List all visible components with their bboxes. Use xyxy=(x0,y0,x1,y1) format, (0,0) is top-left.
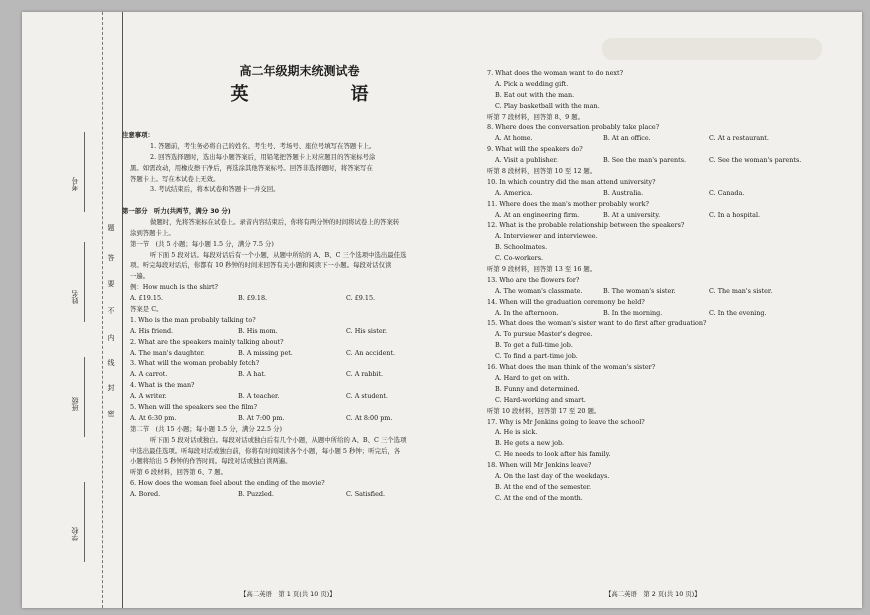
section2-intro: 小题将给出 5 秒钟的作答时间。每段对话或独白读两遍。 xyxy=(130,457,292,466)
notice-line: 黑。如需改动，用橡皮擦干净后，再选涂其他答案标号。回答非选择题时，将答案写在 xyxy=(130,163,373,172)
option: C. His sister. xyxy=(346,326,387,335)
exam-number-label: 考号 xyxy=(71,177,79,191)
option: A. Interviewer and interviewee. xyxy=(495,232,598,241)
option: C. To find a part-time job. xyxy=(495,352,578,361)
option: C. Hard-working and smart. xyxy=(495,395,586,404)
question: 17. Why is Mr Jenkins going to leave the school? xyxy=(487,417,645,426)
option: C. In a hospital. xyxy=(709,210,761,219)
notice-line: 3. 考试结束后，将本试卷和答题卡一并交回。 xyxy=(150,185,280,194)
scan-smudge xyxy=(602,38,822,60)
option: B. The woman's sister. xyxy=(603,286,676,295)
section1-intro: 听下面 5 段对话。每段对话后有一个小题，从题中所给的 A、B、C 三个选项中选出最佳选 xyxy=(150,250,407,259)
options-row xyxy=(487,188,857,199)
subject-title: 英 语 xyxy=(230,84,391,105)
option: B. At a university. xyxy=(603,210,661,219)
class-label: 班级 xyxy=(71,397,79,411)
option: C. The man's sister. xyxy=(709,286,773,295)
option: A. His friend. xyxy=(130,326,174,335)
option: B. Puzzled. xyxy=(238,490,274,499)
section1-intro: 一遍。 xyxy=(130,272,150,281)
seal-char: 题 xyxy=(107,224,115,231)
options-row xyxy=(122,391,477,402)
seal-char: 不 xyxy=(107,307,115,314)
option: C. A rabbit. xyxy=(346,370,384,379)
question: 18. When will Mr Jenkins leave? xyxy=(487,461,592,470)
seal-char: 要 xyxy=(107,280,115,287)
option: A. A writer. xyxy=(130,392,167,401)
question: 10. In which country did the man attend university? xyxy=(487,177,656,186)
notice-line: 2. 回答选择题时，选出每小题答案后，用铅笔把答题卡上对应题目的答案标号涂 xyxy=(150,152,376,161)
notice-line: 1. 答题前，考生务必将自己的姓名、考生号、考场号、座位号填写在答题卡上。 xyxy=(150,141,376,150)
audio-instruction: 听第 6 段材料，回答第 6、7 题。 xyxy=(130,468,228,477)
options-row xyxy=(487,210,857,221)
option: A. America. xyxy=(495,188,533,197)
audio-instruction: 听第 8 段材料，回答第 10 至 12 题。 xyxy=(487,167,597,176)
option: A. At an engineering firm. xyxy=(495,210,580,219)
question: 3. What will the woman probably fetch? xyxy=(130,359,260,368)
part1-block xyxy=(122,206,477,500)
question: 9. What will the speakers do? xyxy=(487,145,583,154)
option: A. Visit a publisher. xyxy=(495,156,558,165)
name-label: 姓名 xyxy=(71,290,79,304)
option: A. In the afternoon. xyxy=(495,308,559,317)
school-line xyxy=(84,482,85,562)
option: B. He gets a new job. xyxy=(495,439,565,448)
option: C. Canada. xyxy=(709,188,745,197)
option: B. At 7:00 pm. xyxy=(238,413,285,422)
option: B. See the man's parents. xyxy=(603,156,687,165)
option: B. Eat out with the man. xyxy=(495,90,575,99)
options-row xyxy=(487,308,857,319)
right-questions xyxy=(487,68,857,504)
name-line xyxy=(84,242,85,322)
option: C. At a restaurant. xyxy=(709,134,769,143)
binding-gutter xyxy=(22,12,123,608)
page-footer-right: 【高二英语 第 2 页(共 10 页)】 xyxy=(605,590,701,598)
exam-sheet xyxy=(22,12,862,608)
option: B. Funny and determined. xyxy=(495,384,580,393)
question: 5. When will the speakers see the film? xyxy=(130,403,258,412)
example-question: 例：How much is the shirt? xyxy=(130,283,218,292)
option: B. To get a full-time job. xyxy=(495,341,573,350)
section1-intro: 项。听完每段对话后，你都有 10 秒钟的时间来回答有关小题和阅读下一小题。每段对话仅读 xyxy=(130,261,392,270)
section1-heading: 第一节 (共 5 小题；每小题 1.5 分，满分 7.5 分) xyxy=(130,239,274,248)
option: A. At 6:30 pm. xyxy=(130,413,177,422)
seal-line xyxy=(102,12,103,608)
part1-heading: 第一部分 听力(共两节，满分 30 分) xyxy=(122,207,231,215)
option: A. Hard to get on with. xyxy=(495,373,570,382)
options-row xyxy=(122,348,477,359)
option: A. He is sick. xyxy=(495,428,538,437)
option: B. In the morning. xyxy=(603,308,663,317)
audio-instruction: 听第 7 段材料，回答第 8、9 题。 xyxy=(487,112,585,121)
option: C. Play basketball with the man. xyxy=(495,101,600,110)
seal-char: 密 xyxy=(107,410,115,417)
question: 13. Who are the flowers for? xyxy=(487,275,580,284)
notice-block xyxy=(122,130,477,195)
option: B. At the end of the semester. xyxy=(495,482,592,491)
notice-line: 答题卡上。写在本试卷上无效。 xyxy=(130,174,220,183)
option: B. A missing pet. xyxy=(238,348,293,357)
option: B. A teacher. xyxy=(238,392,280,401)
option: B. At an office. xyxy=(603,134,651,143)
options-row xyxy=(122,489,477,500)
options-row xyxy=(122,369,477,380)
option: C. At 8:00 pm. xyxy=(346,413,393,422)
question: 1. Who is the man probably talking to? xyxy=(130,315,256,324)
option: C. Satisfied. xyxy=(346,490,385,499)
question: 8. Where does the conversation probably take place? xyxy=(487,123,660,132)
section2-intro: 听下面 5 段对话或独白。每段对话或独白后有几个小题，从题中所给的 A、B、C 三个选项 xyxy=(150,435,407,444)
option: B. Schoolmates. xyxy=(495,243,548,252)
class-line xyxy=(84,357,85,437)
option: C. See the woman's parents. xyxy=(709,156,802,165)
question: 7. What does the woman want to do next? xyxy=(487,69,623,77)
exam-title: 高二年级期末统测试卷 xyxy=(239,64,360,78)
question: 6. How does the woman feel about the ending of the movie? xyxy=(130,479,325,488)
question: 11. Where does the man's mother probably work? xyxy=(487,199,649,208)
option: B. His mom. xyxy=(238,326,278,335)
option: A. The woman's classmate. xyxy=(495,286,583,295)
question: 16. What does the man think of the woman's sister? xyxy=(487,363,656,372)
page-footer-left: 【高二英语 第 1 页(共 10 页)】 xyxy=(240,590,336,598)
audio-instruction: 听第 10 段材料，回答第 17 至 20 题。 xyxy=(487,406,601,415)
seal-char: 内 xyxy=(107,334,115,341)
option: B. Australia. xyxy=(603,188,644,197)
question: 15. What does the woman's sister want to do first after graduation? xyxy=(487,319,707,328)
question: 14. When will the graduation ceremony be held? xyxy=(487,297,645,306)
section2-heading: 第二节 (共 15 小题；每小题 1.5 分，满分 22.5 分) xyxy=(130,424,282,433)
option: C. Co-workers. xyxy=(495,254,544,263)
option: A. A carrot. xyxy=(130,370,168,379)
example-options xyxy=(122,293,477,304)
school-label: 学校 xyxy=(71,527,79,541)
question: 2. What are the speakers mainly talking about? xyxy=(130,337,284,346)
options-row xyxy=(122,326,477,337)
option: C. In the evening. xyxy=(709,308,767,317)
option: A. At home. xyxy=(495,134,533,143)
option: A. £19.15. xyxy=(130,294,164,303)
example-answer: 答案是 C。 xyxy=(130,305,163,314)
option: C. At the end of the month. xyxy=(495,493,583,502)
option: C. £9.15. xyxy=(346,294,376,303)
option: A. Pick a wedding gift. xyxy=(495,79,569,88)
seal-char: 封 xyxy=(107,384,115,391)
option: A. The man's daughter. xyxy=(130,348,205,357)
seal-char: 答 xyxy=(107,254,115,261)
question: 4. What is the man? xyxy=(130,381,195,390)
option: A. Bored. xyxy=(130,490,161,499)
options-row xyxy=(487,155,857,166)
option: A. On the last day of the weekdays. xyxy=(495,471,610,480)
exam-number-line xyxy=(84,132,85,212)
option: C. An accident. xyxy=(346,348,396,357)
options-row xyxy=(487,286,857,297)
part1-intro: 涂到答题卡上。 xyxy=(130,228,175,237)
audio-instruction: 听第 9 段材料，回答第 13 至 16 题。 xyxy=(487,265,597,274)
option: B. £9.18. xyxy=(238,294,268,303)
section2-intro: 中选出最佳选项。听每段对话或独白前，你将有时间阅读各个小题，每小题 5 秒钟；听完后，各 xyxy=(130,446,401,455)
option: B. A hat. xyxy=(238,370,266,379)
options-row xyxy=(122,413,477,424)
option: C. He needs to look after his family. xyxy=(495,450,611,459)
seal-char: 线 xyxy=(107,359,115,366)
options-row xyxy=(487,133,857,144)
option: A. To pursue Master's degree. xyxy=(495,330,593,339)
part1-intro: 做题时，先将答案标在试卷上。录音内容结束后，你将有两分钟的时间将试卷上的答案转 xyxy=(150,217,400,226)
notice-heading: 注意事项： xyxy=(122,131,154,139)
question: 12. What is the probable relationship between the speakers? xyxy=(487,221,685,230)
option: C. A student. xyxy=(346,392,388,401)
